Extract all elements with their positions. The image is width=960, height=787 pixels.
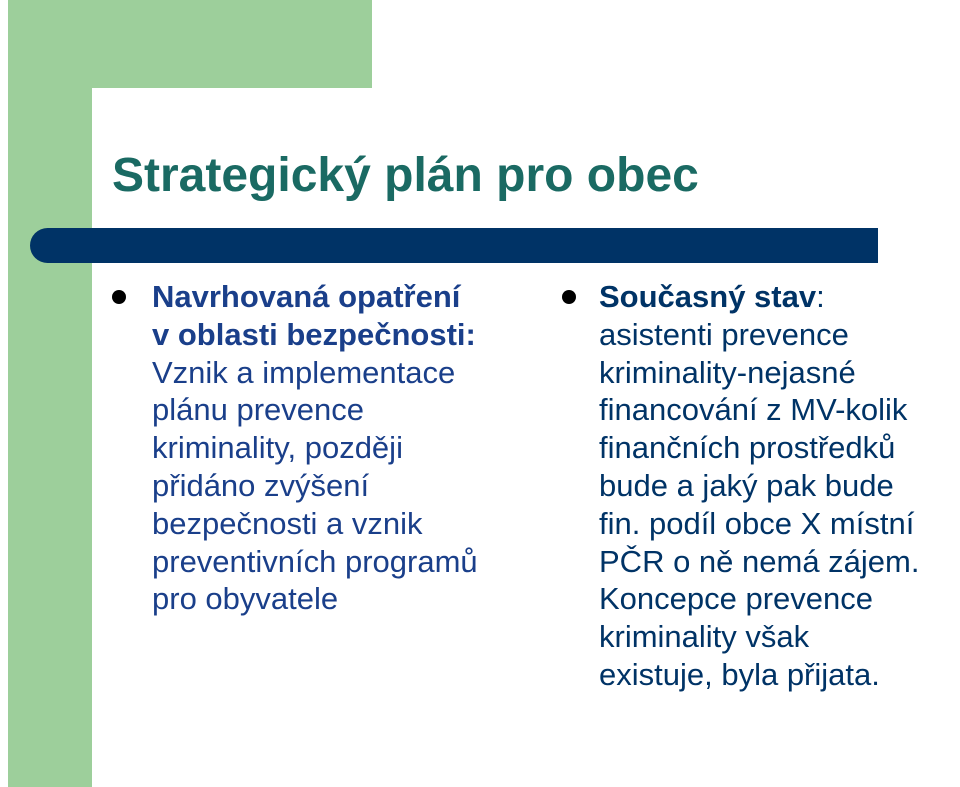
bullet-right-body: asistenti prevence kriminality-nejasné financování z MV-kolik finančních prostředků bude a jaký pak bude fin. podíl obce X místní PČR o ně nemá zájem. Koncepce prevence kriminality však existuje, byla přijata.	[599, 316, 920, 692]
bullet-right-text	[599, 278, 919, 694]
bullet-right-heading: Současný stav	[599, 279, 817, 314]
bullet-dot-icon	[112, 290, 126, 304]
bullet-dot-icon	[562, 290, 576, 304]
bullet-left-text	[152, 278, 478, 618]
bullet-right-separator: :	[816, 279, 825, 314]
title-divider-bar	[30, 228, 878, 263]
bullet-left-body: Vznik a implementace plánu prevence kriminality, později přidáno zvýšení bezpečnosti a vznik preventivních programů pro obyvatele	[152, 354, 478, 617]
slide-title: Strategický plán pro obec	[112, 149, 699, 202]
bullet-left-heading: Navrhovaná opatření v oblasti bezpečnosti:	[152, 279, 476, 352]
green-accent-left	[8, 0, 92, 787]
